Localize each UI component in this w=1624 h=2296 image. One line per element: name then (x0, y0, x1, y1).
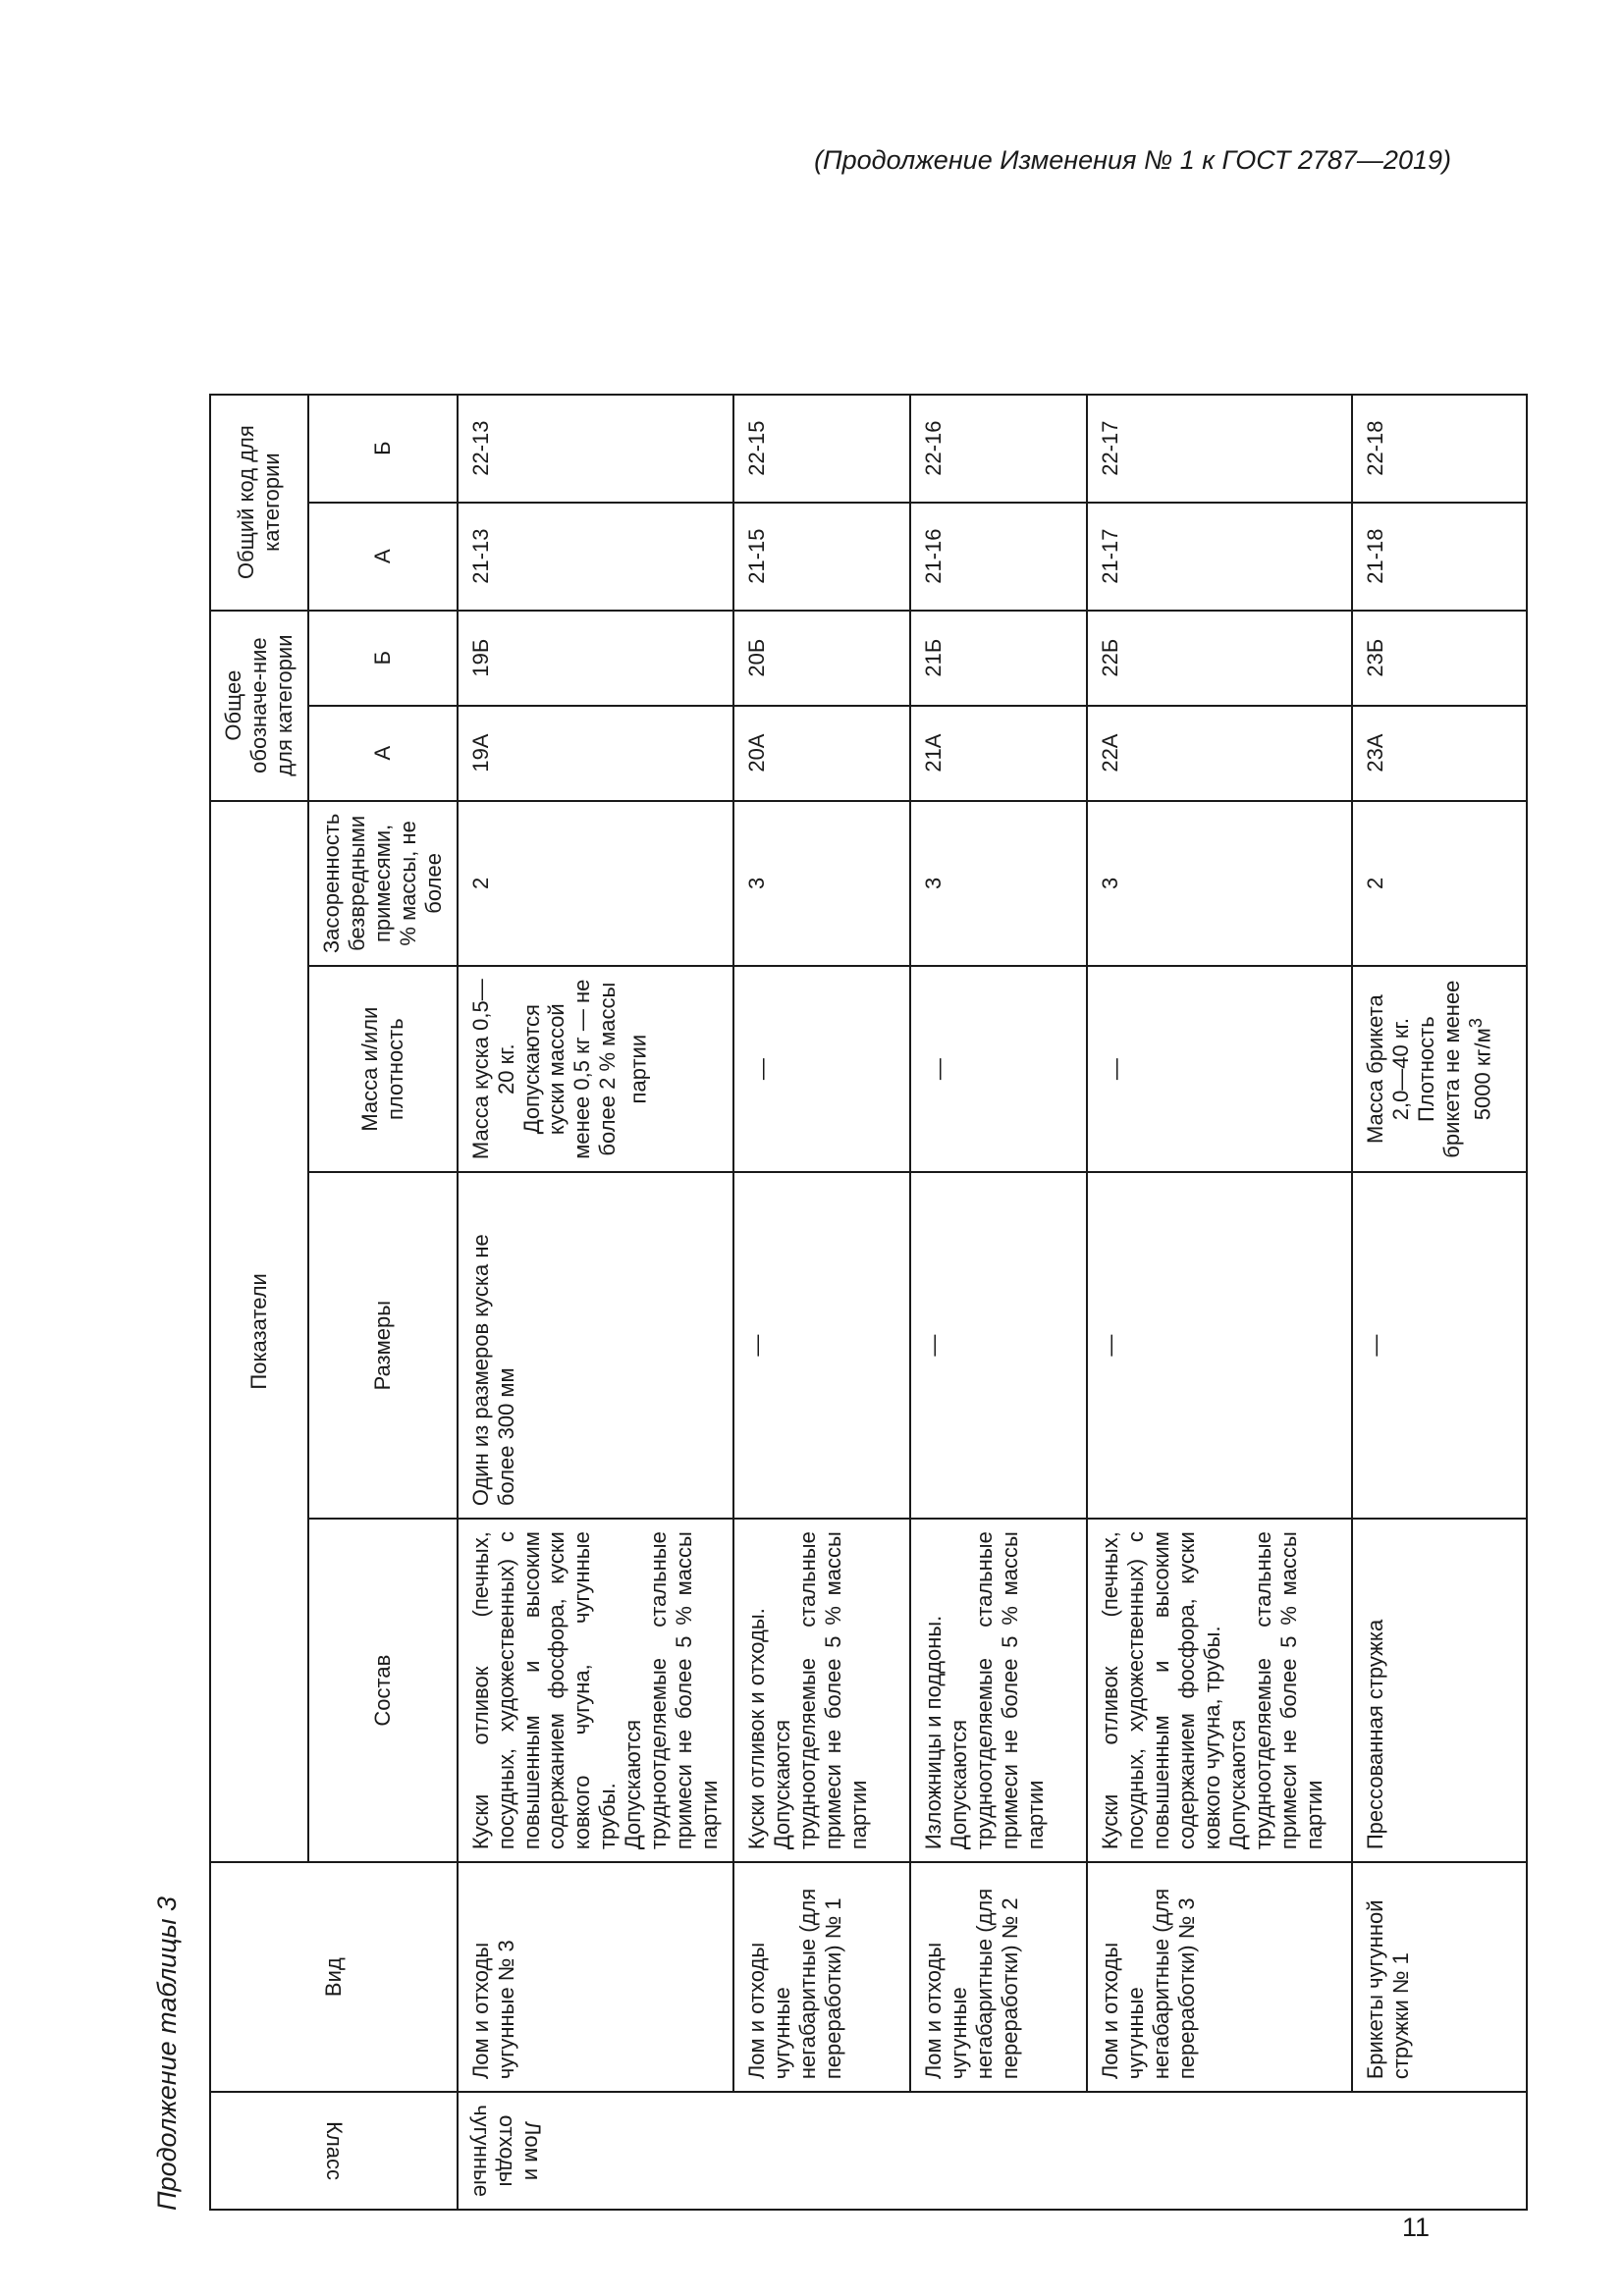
vid-cell: Лом и отходы чугунные негабаритные (для переработки) № 1 (733, 1862, 910, 2092)
oboz-b-cell: 19Б (458, 611, 734, 706)
kod-b-cell: 22-18 (1352, 395, 1527, 503)
sostav-cell: Куски отливок и отходы. Допускаются трудноотделяемые стальные примеси не более 5 % массы партии (733, 1519, 910, 1862)
col-header-oboznachenie: Общее обозначе-ние для категории (210, 611, 308, 801)
kod-a-cell: 21-15 (733, 503, 910, 611)
kod-a-cell: 21-18 (1352, 503, 1527, 611)
page-number: 11 (1402, 2213, 1431, 2242)
col-header-vid: Вид (210, 1862, 458, 2092)
kod-a-cell: 21-16 (910, 503, 1087, 611)
table-row (733, 395, 910, 2210)
data-table (209, 394, 1528, 2211)
massa-cell: — (1087, 966, 1352, 1172)
document-header: (Продолжение Изменения № 1 к ГОСТ 2787—2019) (814, 145, 1451, 175)
oboz-b-cell: 21Б (910, 611, 1087, 706)
col-header-massa: Масса и/или плотность (308, 966, 458, 1172)
sostav-cell: Изложницы и поддоны. Допускаются трудноотделяемые стальные примеси не более 5 % массы партии (910, 1519, 1087, 1862)
massa-cell: Масса куска 0,5—20 кг. Допускаются куски массой менее 0,5 кг — не более 2 % массы партии (458, 966, 734, 1172)
oboz-a-cell: 22А (1087, 706, 1352, 801)
sostav-cell: Куски отливок (печных, посудных, художественных) с повышенным и высоким содержанием фосфора, куски ковкого чугуна, трубы. Допускаются трудноотделяемые стальные примеси не более 5 % массы партии (1087, 1519, 1352, 1862)
col-header-zasorennost: Засоренность безвредными примесями, % массы, не более (308, 801, 458, 967)
oboz-b-cell: 20Б (733, 611, 910, 706)
col-header-kod-a: А (308, 503, 458, 611)
table-row (910, 395, 1087, 2210)
oboz-a-cell: 21А (910, 706, 1087, 801)
vid-cell: Лом и отходы чугунные негабаритные (для переработки) № 2 (910, 1862, 1087, 2092)
oboz-b-cell: 22Б (1087, 611, 1352, 706)
zasorennost-cell: 3 (733, 801, 910, 967)
col-header-oboz-b: Б (308, 611, 458, 706)
rotated-table-area (152, 0, 1495, 2211)
kod-b-cell: 22-13 (458, 395, 734, 503)
massa-cell: Масса брикета 2,0—40 кг. Плотность брикета не менее 5000 $кг/м^3$ (1352, 966, 1527, 1172)
sostav-cell: Прессованная стружка (1352, 1519, 1527, 1862)
vid-cell: Лом и отходы чугунные № 3 (458, 1862, 734, 2092)
table-row (1087, 395, 1352, 2210)
class-cell: Лом и отходы чугунные (458, 2092, 1528, 2210)
razmery-cell: — (1087, 1172, 1352, 1519)
col-header-sostav: Состав (308, 1519, 458, 1862)
zasorennost-cell: 3 (1087, 801, 1352, 967)
massa-cell: — (910, 966, 1087, 1172)
col-header-class: Класс (210, 2092, 458, 2210)
razmery-cell: — (733, 1172, 910, 1519)
vid-cell: Лом и отходы чугунные негабаритные (для переработки) № 3 (1087, 1862, 1352, 2092)
table-caption: Продолжение таблицы 3 (152, 1896, 182, 2211)
zasorennost-cell: 3 (910, 801, 1087, 967)
massa-cell: — (733, 966, 910, 1172)
header-row-1 (210, 395, 308, 2210)
oboz-b-cell: 23Б (1352, 611, 1527, 706)
table-row (1352, 395, 1527, 2210)
col-header-razmery: Размеры (308, 1172, 458, 1519)
sostav-cell: Куски отливок (печных, посудных, художественных) с повышенным и высоким содержанием фосфора, куски ковкого чугуна, чугунные трубы. Допускаются трудноотделяемые стальные примеси не более 5 % массы партии (458, 1519, 734, 1862)
col-header-kod-b: Б (308, 395, 458, 503)
table-row (458, 395, 734, 2210)
oboz-a-cell: 20А (733, 706, 910, 801)
kod-b-cell: 22-16 (910, 395, 1087, 503)
zasorennost-cell: 2 (1352, 801, 1527, 967)
kod-a-cell: 21-13 (458, 503, 734, 611)
col-header-kod: Общий код для категории (210, 395, 308, 611)
oboz-a-cell: 19А (458, 706, 734, 801)
razmery-cell: — (1352, 1172, 1527, 1519)
razmery-cell: Один из размеров куска не более 300 мм (458, 1172, 734, 1519)
oboz-a-cell: 23А (1352, 706, 1527, 801)
zasorennost-cell: 2 (458, 801, 734, 967)
razmery-cell: — (910, 1172, 1087, 1519)
col-header-pokazateli: Показатели (210, 801, 308, 1863)
kod-b-cell: 22-17 (1087, 395, 1352, 503)
col-header-oboz-a: А (308, 706, 458, 801)
vid-cell: Брикеты чугунной стружки № 1 (1352, 1862, 1527, 2092)
kod-a-cell: 21-17 (1087, 503, 1352, 611)
kod-b-cell: 22-15 (733, 395, 910, 503)
